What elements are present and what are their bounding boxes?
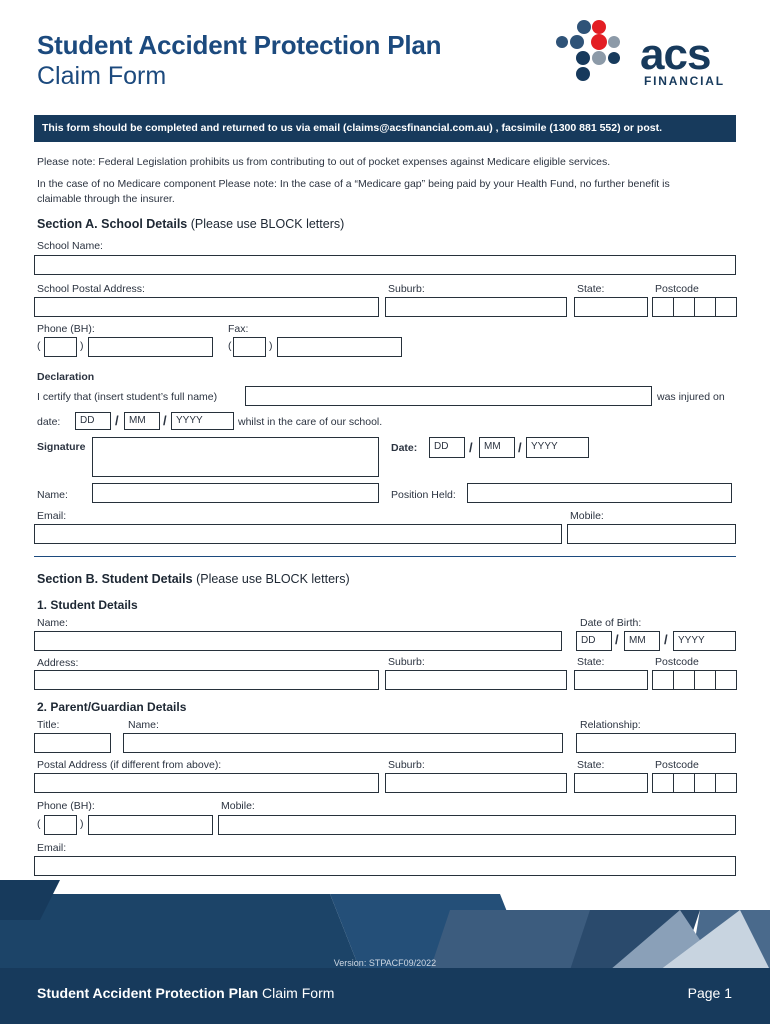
school-postal-label: School Postal Address: <box>37 283 145 295</box>
declaration-heading: Declaration <box>37 371 95 383</box>
logo-subtext: FINANCIAL <box>644 74 725 88</box>
dob-year-input[interactable]: YYYY <box>673 631 736 651</box>
parent-mobile-input[interactable] <box>218 815 736 835</box>
signature-date-label: Date: <box>391 442 418 454</box>
student-postcode-digit[interactable] <box>652 670 674 690</box>
parent-postcode-digit[interactable] <box>652 773 674 793</box>
relationship-label: Relationship: <box>580 719 641 731</box>
school-name-label: School Name: <box>37 240 103 252</box>
date-slash: / <box>615 632 619 647</box>
position-held-input[interactable] <box>467 483 732 503</box>
school-name-input[interactable] <box>34 255 736 275</box>
position-held-label: Position Held: <box>391 489 456 501</box>
parent-suburb-input[interactable] <box>385 773 567 793</box>
student-full-name-input[interactable] <box>245 386 652 406</box>
signature-day-input[interactable]: DD <box>429 437 465 458</box>
school-postal-input[interactable] <box>34 297 379 317</box>
dob-label: Date of Birth: <box>580 617 642 629</box>
whilst-label: whilst in the care of our school. <box>238 416 383 428</box>
school-email-label: Email: <box>37 510 67 522</box>
date-slash: / <box>115 413 119 428</box>
page-number: Page 1 <box>687 985 732 1001</box>
student-suburb-input[interactable] <box>385 670 567 690</box>
parent-phone-paren-close: ) <box>80 818 84 830</box>
section-b-heading: Section B. Student Details (Please use BLOCK letters) <box>37 572 350 586</box>
fax-label: Fax: <box>228 323 249 335</box>
acs-logo-icon <box>552 18 642 86</box>
signature-year-input[interactable]: YYYY <box>526 437 589 458</box>
dob-day-input[interactable]: DD <box>576 631 612 651</box>
parent-postcode-digit[interactable] <box>715 773 737 793</box>
parent-phone-paren-open: ( <box>37 818 41 830</box>
parent-postcode-label: Postcode <box>655 759 699 771</box>
parent-postal-label: Postal Address (if different from above): <box>37 759 222 771</box>
phone-number-input[interactable] <box>88 337 213 357</box>
fax-number-input[interactable] <box>277 337 402 357</box>
parent-phone-input[interactable] <box>88 815 213 835</box>
note-federal: Please note: Federal Legislation prohibits us from contributing to out of pocket expenses against Medicare eligible services. <box>37 156 611 168</box>
parent-mobile-label: Mobile: <box>221 800 255 812</box>
form-subtitle: Claim Form <box>37 62 167 90</box>
declarant-name-label: Name: <box>37 489 68 501</box>
injury-day-input[interactable]: DD <box>75 412 111 430</box>
date-slash: / <box>163 413 167 428</box>
school-postcode-digit[interactable] <box>652 297 674 317</box>
declarant-name-input[interactable] <box>92 483 379 503</box>
school-postcode-digit[interactable] <box>694 297 716 317</box>
parent-phone-label: Phone (BH): <box>37 800 95 812</box>
section-a-heading: Section A. School Details (Please use BLOCK letters) <box>37 217 345 231</box>
student-address-input[interactable] <box>34 670 379 690</box>
dob-month-input[interactable]: MM <box>624 631 660 651</box>
injury-date-label: date: <box>37 416 61 428</box>
fax-area-code-input[interactable] <box>233 337 266 357</box>
fax-paren-close: ) <box>269 340 273 352</box>
student-state-label: State: <box>577 656 605 668</box>
school-postcode-digit[interactable] <box>673 297 695 317</box>
section-divider <box>34 556 736 557</box>
student-postcode-label: Postcode <box>655 656 699 668</box>
footer-background <box>0 880 770 1024</box>
school-mobile-label: Mobile: <box>570 510 604 522</box>
injury-month-input[interactable]: MM <box>124 412 160 430</box>
school-suburb-input[interactable] <box>385 297 567 317</box>
parent-phone-area-input[interactable] <box>44 815 77 835</box>
version-text: Version: STPACF09/2022 <box>333 958 437 968</box>
parent-details-heading: 2. Parent/Guardian Details <box>37 700 187 714</box>
fax-paren-open: ( <box>228 340 232 352</box>
note-medicare-line2: claimable through the insurer. <box>37 193 175 205</box>
parent-name-label: Name: <box>128 719 159 731</box>
signature-label: Signature <box>37 441 86 453</box>
parent-postcode-digit[interactable] <box>673 773 695 793</box>
note-medicare-line1: In the case of no Medicare component Please note: In the case of a “Medicare gap” being paid by your Health Fund, no further benefit is <box>37 178 670 190</box>
injury-year-input[interactable]: YYYY <box>171 412 234 430</box>
student-suburb-label: Suburb: <box>388 656 425 668</box>
phone-paren-close: ) <box>80 340 84 352</box>
parent-title-label: Title: <box>37 719 60 731</box>
parent-title-input[interactable] <box>34 733 111 753</box>
parent-postal-input[interactable] <box>34 773 379 793</box>
signature-month-input[interactable]: MM <box>479 437 515 458</box>
student-postcode-digit[interactable] <box>715 670 737 690</box>
state-label: State: <box>577 283 605 295</box>
parent-email-input[interactable] <box>34 856 736 876</box>
student-state-input[interactable] <box>574 670 648 690</box>
phone-label: Phone (BH): <box>37 323 95 335</box>
date-slash: / <box>469 440 473 455</box>
school-postcode-digit[interactable] <box>715 297 737 317</box>
phone-paren-open: ( <box>37 340 41 352</box>
student-postcode-digit[interactable] <box>694 670 716 690</box>
instructions-banner: This form should be completed and returned to us via email (claims@acsfinancial.com.au) , facsimile (1300 881 552) or post. <box>34 115 736 142</box>
school-state-input[interactable] <box>574 297 648 317</box>
form-title: Student Accident Protection Plan <box>37 30 442 60</box>
parent-name-input[interactable] <box>123 733 563 753</box>
student-name-input[interactable] <box>34 631 562 651</box>
parent-email-label: Email: <box>37 842 67 854</box>
phone-area-code-input[interactable] <box>44 337 77 357</box>
suburb-label: Suburb: <box>388 283 425 295</box>
student-address-label: Address: <box>37 657 79 669</box>
logo-wordmark: acs <box>640 30 711 79</box>
date-slash: / <box>518 440 522 455</box>
student-postcode-digit[interactable] <box>673 670 695 690</box>
school-email-input[interactable] <box>34 524 562 544</box>
relationship-input[interactable] <box>576 733 736 753</box>
postcode-label: Postcode <box>655 283 699 295</box>
injured-on-label: was injured on <box>657 391 725 403</box>
parent-state-input[interactable] <box>574 773 648 793</box>
school-mobile-input[interactable] <box>567 524 736 544</box>
student-details-heading: 1. Student Details <box>37 598 138 612</box>
date-slash: / <box>664 632 668 647</box>
signature-box[interactable] <box>92 437 379 477</box>
parent-state-label: State: <box>577 759 605 771</box>
student-name-label: Name: <box>37 617 68 629</box>
certify-label: I certify that (insert student’s full name) <box>37 391 218 403</box>
parent-postcode-digit[interactable] <box>694 773 716 793</box>
parent-suburb-label: Suburb: <box>388 759 425 771</box>
footer-title: Student Accident Protection Plan Claim Form <box>37 985 335 1001</box>
